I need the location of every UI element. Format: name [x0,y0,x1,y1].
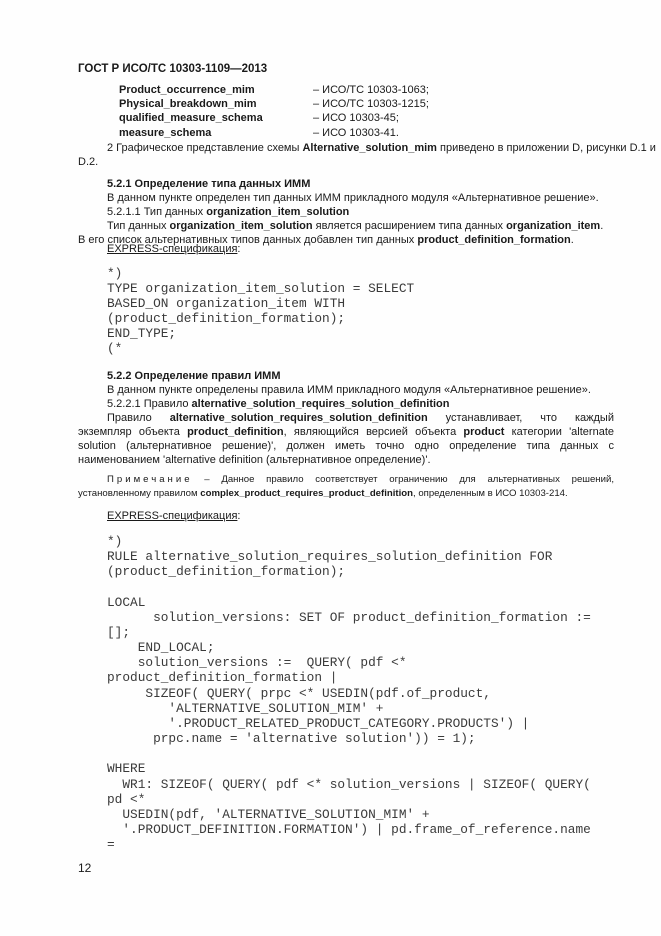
note-cont [78,487,568,501]
text: 2 Графическое представление схемы [107,142,303,154]
section-title: 5.2.1 Определение типа данных ИММ [107,178,311,190]
text: что [540,412,558,424]
paragraph: В данном пункте определены правила ИММ прикладного модуля «Альтернативное решение». [107,384,591,396]
text: Тип данных [107,220,170,232]
express-label [107,242,240,256]
bold-term: organization_item_solution [169,220,313,232]
bold-term: alternative_solution_requires_solution_definition [191,398,450,410]
text: – Данное правило соответствует ограничению для альтернативных решений, [192,474,614,485]
paragraph: Тип данных organization_item_solution является расширением типа данных organization_item. [107,220,604,232]
text: EXPRESS-спецификация [107,510,238,522]
schema-name: measure_schema [119,127,212,139]
subsection-title [107,205,349,219]
page-number: 12 [78,861,92,875]
paragraph: В его список альтернативных типов данных добавлен тип данных product_definition_formation. [78,234,574,246]
text: 5.2.2.1 Правило [107,398,192,410]
text: : [237,510,241,522]
schema-item [119,83,255,97]
document-header: ГОСТ Р ИСО/ТС 10303-1109—2013 [78,63,268,75]
paragraph-line: solution (альтернативное решение)', должен иметь точно одно определение типа данных с [78,440,614,452]
text: установленному правилом [78,488,201,499]
subsection-title [107,397,449,411]
note-label: Примечание [107,474,193,485]
note [107,473,614,487]
bold-term: product_definition [187,426,284,438]
text: , определенным в ИСО 10303-214. [412,488,568,499]
bold-term: organization_item [506,220,601,232]
text: : [237,243,241,255]
bold-term: product_definition_formation [417,234,571,246]
schema-name: qualified_measure_schema [119,112,263,124]
text: устанавливает, [445,412,523,424]
schema-ref: – ИСО/ТС 10303-1215; [313,98,429,110]
text: экземпляр объекта [78,426,188,438]
schema-ref: – ИСО 10303-45; [313,112,399,124]
text: является расширением типа данных [312,220,507,232]
note-2-cont: D.2. [78,156,99,168]
text: каждый [574,412,614,424]
paragraph-line [107,411,614,425]
bold-term: organization_item_solution [206,206,350,218]
text: EXPRESS-спецификация [107,243,238,255]
text: , являющийся версией объекта [283,426,464,438]
section-title: 5.2.2 Определение правил ИММ [107,370,281,382]
schema-item [119,97,257,111]
schema-name: Product_occurrence_mim [119,84,255,96]
express-code-block: *) RULE alternative_solution_requires_solution_definition FOR (product_definition_formation); LOCAL solution_versions: SET OF product_definition_formation := []; END_LOCAL; solution_versions := QUERY( pdf <* product_definition_formation | SIZEOF( QUERY( prpc <* USEDIN(pdf.of_product, 'ALTERNATIVE_SOLUTION_MIM' + '.PRODUCT_RELATED_PRODUCT_CATEGORY.PRODUCTS') | prpc.name = 'alternative solution')) = 1); WHERE WR1: SIZEOF( QUERY( pdf <* solution_versions | SIZEOF( QUERY( pd <* USEDIN(pdf, 'ALTERNATIVE_SOLUTION_MIM' + '.PRODUCT_DEFINITION.FORMATION') | pd.frame_of_reference.name = [107,534,591,853]
text: категории 'alternate [504,426,614,438]
paragraph-line: наименованием 'alternative definition (альтернативное определение)'. [78,454,431,466]
text: приведено в приложении D, рисунки D.1 и [436,142,656,154]
paragraph: В данном пункте определен тип данных ИММ прикладного модуля «Альтернативное решение». [107,192,599,204]
note-2 [107,141,656,155]
bold-term: product [463,426,505,438]
express-code-block: *) TYPE organization_item_solution = SELECT BASED_ON organization_item WITH (product_definition_formation); END_TYPE; (* [107,266,415,356]
schema-ref: – ИСО/ТС 10303-1063; [313,84,429,96]
text: Правило [107,412,152,424]
text: 5.2.1.1 Тип данных [107,206,207,218]
bold-term: alternative_solution_requires_solution_definition [169,412,428,424]
text: В его список альтернативных типов данных добавлен тип данных [78,234,418,246]
schema-ref: – ИСО 10303-41. [313,127,399,139]
schema-name: Physical_breakdown_mim [119,98,257,110]
express-label [107,509,240,523]
paragraph-line [78,425,614,439]
schema-item [119,126,211,140]
schema-item [119,111,263,125]
bold-term: complex_product_requires_product_definition [200,488,413,499]
bold-term: Alternative_solution_mim [302,142,437,154]
